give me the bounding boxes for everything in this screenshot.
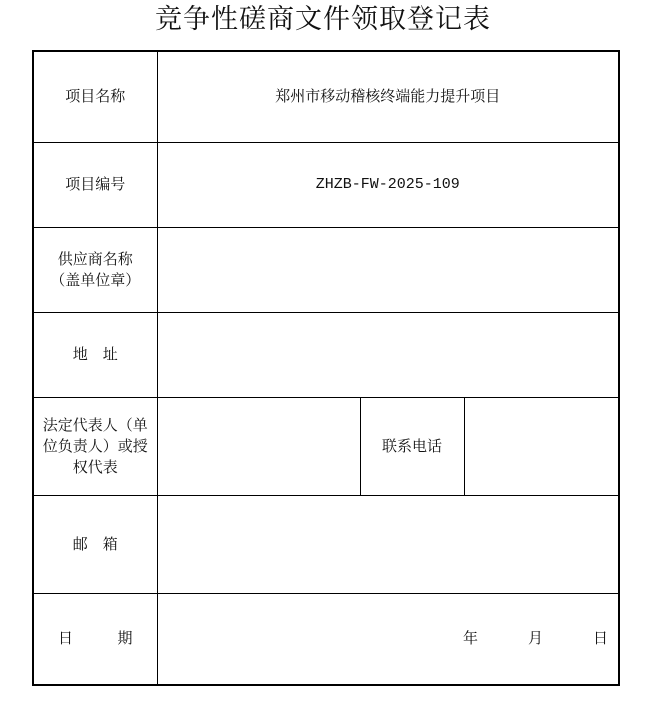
address-input-cell[interactable] — [157, 312, 619, 397]
row-project-number — [33, 142, 619, 227]
date-day-marker: 日 — [593, 629, 609, 648]
address-label: 地 址 — [33, 312, 157, 397]
date-input-cell[interactable] — [157, 593, 619, 685]
phone-label: 联系电话 — [360, 397, 464, 495]
date-label — [33, 593, 157, 685]
row-date — [33, 593, 619, 685]
registration-form — [32, 50, 620, 686]
date-label-period: 期 — [117, 629, 133, 648]
email-label: 邮 箱 — [33, 495, 157, 593]
row-address — [33, 312, 619, 397]
email-input-cell[interactable] — [157, 495, 619, 593]
supplier-label-line2: （盖单位章） — [50, 270, 141, 289]
row-supplier — [33, 227, 619, 312]
project-name-label: 项目名称 — [33, 51, 157, 142]
date-year-marker: 年 — [462, 629, 478, 648]
project-number-value: ZHZB-FW-2025-109 — [157, 142, 619, 227]
row-email — [33, 495, 619, 593]
date-month-marker: 月 — [527, 629, 543, 648]
supplier-input-cell[interactable] — [157, 227, 619, 312]
page-title: 竞争性磋商文件领取登记表 — [155, 4, 491, 35]
legal-representative-input-cell[interactable] — [157, 397, 360, 495]
row-project-name — [33, 51, 619, 142]
phone-input-cell[interactable] — [464, 397, 619, 495]
row-legal-representative — [33, 397, 619, 495]
date-label-day: 日 — [58, 629, 74, 648]
legal-representative-label: 法定代表人（单位负责人）或授权代表 — [33, 397, 157, 495]
supplier-label — [33, 227, 157, 312]
project-number-label: 项目编号 — [33, 142, 157, 227]
project-name-value: 郑州市移动稽核终端能力提升项目 — [157, 51, 619, 142]
supplier-label-line1: 供应商名称 — [57, 249, 133, 268]
